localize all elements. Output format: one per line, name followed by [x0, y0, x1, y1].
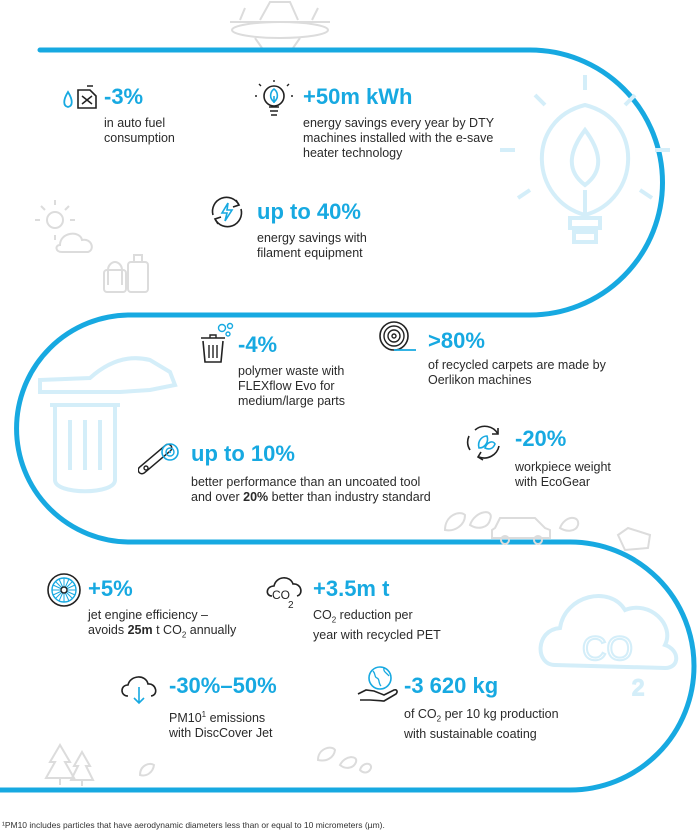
- stat-filament: [257, 201, 367, 261]
- desc-subscript: 2: [331, 615, 337, 625]
- large-co2-cloud-icon: [541, 596, 677, 700]
- sun-cloud-icon: [35, 200, 92, 252]
- stat-description: [428, 358, 606, 388]
- desc-subscript: 2: [436, 714, 442, 724]
- desc-line: consumption: [104, 131, 175, 145]
- stat-description: [191, 475, 431, 505]
- stat-description: [404, 707, 559, 742]
- desc-line: [88, 623, 236, 643]
- desc-line: better performance than an uncoated tool: [191, 475, 421, 489]
- desc-text: avoids: [88, 623, 128, 637]
- stat-value: -20%: [515, 426, 567, 451]
- desc-text: reduction per: [336, 608, 413, 622]
- desc-line: machines installed with the e-save: [303, 131, 494, 145]
- desc-bold: 20%: [243, 490, 269, 504]
- desc-text: annually: [186, 623, 237, 637]
- stat-pm10: [169, 675, 277, 741]
- desc-text: CO: [313, 608, 332, 622]
- desc-line: [191, 490, 431, 505]
- desc-text: emissions: [206, 711, 266, 726]
- stat-value: up to 10%: [191, 441, 295, 466]
- desc-subscript: 2: [181, 630, 187, 640]
- stat-value: +3.5m t: [313, 576, 390, 601]
- stat-coating: [404, 675, 559, 742]
- stat-polymer: [238, 334, 345, 409]
- coated-tool-icon: [138, 442, 186, 483]
- stat-tool: [191, 443, 431, 505]
- desc-text: and over: [191, 490, 244, 504]
- stat-description: [515, 460, 611, 490]
- recycle-leaf-icon: [465, 422, 505, 467]
- large-lightbulb-icon: [500, 75, 670, 242]
- stat-fuel: [104, 86, 175, 146]
- stat-description: [238, 364, 345, 409]
- stat-description: [169, 707, 277, 741]
- yarn-spool-icon: [378, 320, 418, 359]
- stat-jet: [88, 578, 236, 643]
- jet-engine-icon: [46, 572, 82, 613]
- desc-text: better than industry standard: [268, 490, 431, 504]
- trash-bin-icon: [196, 322, 236, 371]
- winding-path: [5, 50, 694, 790]
- desc-line: energy savings with: [257, 231, 367, 245]
- cloud-download-icon: [118, 672, 160, 711]
- recycle-lightning-icon: [205, 195, 249, 234]
- desc-line: heater technology: [303, 146, 403, 160]
- stat-description: [313, 608, 441, 643]
- stat-value: >80%: [428, 328, 485, 353]
- desc-text: t CO: [152, 623, 182, 637]
- bottles-icon: [104, 255, 148, 292]
- desc-line: with sustainable coating: [404, 726, 537, 741]
- globe-hand-icon: [356, 664, 400, 709]
- stat-description: [257, 231, 367, 261]
- desc-line: jet engine efficiency –: [88, 608, 208, 622]
- desc-line: with DiscCover Jet: [169, 726, 273, 741]
- stat-value: -30%–50%: [169, 673, 277, 698]
- desc-line: [313, 608, 441, 628]
- footnote: ¹PM10 includes particles that have aerodynamic diameters less than or equal to 10 micrometers (µm).: [2, 820, 385, 830]
- stat-value: +5%: [88, 576, 133, 601]
- desc-line: energy savings every year by DTY: [303, 116, 495, 130]
- desc-line: [404, 707, 559, 727]
- desc-line: with EcoGear: [515, 475, 591, 489]
- stat-value: -3 620 kg: [404, 673, 499, 698]
- desc-text: per 10 kg production: [441, 707, 559, 721]
- desc-line: polymer waste with: [238, 364, 345, 378]
- svg-text:CO: CO: [272, 588, 290, 602]
- airplane-icon: [230, 2, 330, 48]
- svg-text:2: 2: [288, 600, 294, 610]
- lightbulb-icon: [255, 80, 293, 125]
- trees-icon: [46, 745, 371, 786]
- desc-line: [169, 707, 277, 726]
- stat-value: -3%: [104, 84, 144, 109]
- desc-line: workpiece weight: [515, 460, 611, 474]
- desc-line: FLEXflow Evo for: [238, 379, 335, 393]
- stat-description: [104, 116, 175, 146]
- desc-line: year with recycled PET: [313, 627, 441, 642]
- desc-bold: 25m: [127, 623, 153, 637]
- svg-text:CO: CO: [582, 630, 633, 668]
- desc-line: filament equipment: [257, 246, 363, 260]
- fuel-drop-icon: [60, 84, 100, 115]
- svg-text:2: 2: [632, 675, 645, 700]
- stat-value: -4%: [238, 332, 278, 357]
- stat-description: [88, 608, 236, 643]
- stat-description: [303, 116, 494, 161]
- desc-superscript: 1: [201, 710, 207, 719]
- desc-line: Oerlikon machines: [428, 373, 532, 387]
- stat-value: up to 40%: [257, 199, 361, 224]
- stat-kwh: [303, 86, 494, 161]
- desc-text: of CO: [404, 707, 437, 721]
- desc-text: PM10: [169, 711, 202, 726]
- desc-line: in auto fuel: [104, 116, 166, 130]
- desc-line: of recycled carpets are made by: [428, 358, 606, 372]
- desc-line: medium/large parts: [238, 394, 345, 408]
- stat-carpets: [428, 330, 606, 388]
- stat-value: +50m kWh: [303, 84, 413, 109]
- stat-pet: [313, 578, 441, 643]
- stat-gear: [515, 428, 611, 490]
- co2-cloud-icon: [264, 572, 306, 615]
